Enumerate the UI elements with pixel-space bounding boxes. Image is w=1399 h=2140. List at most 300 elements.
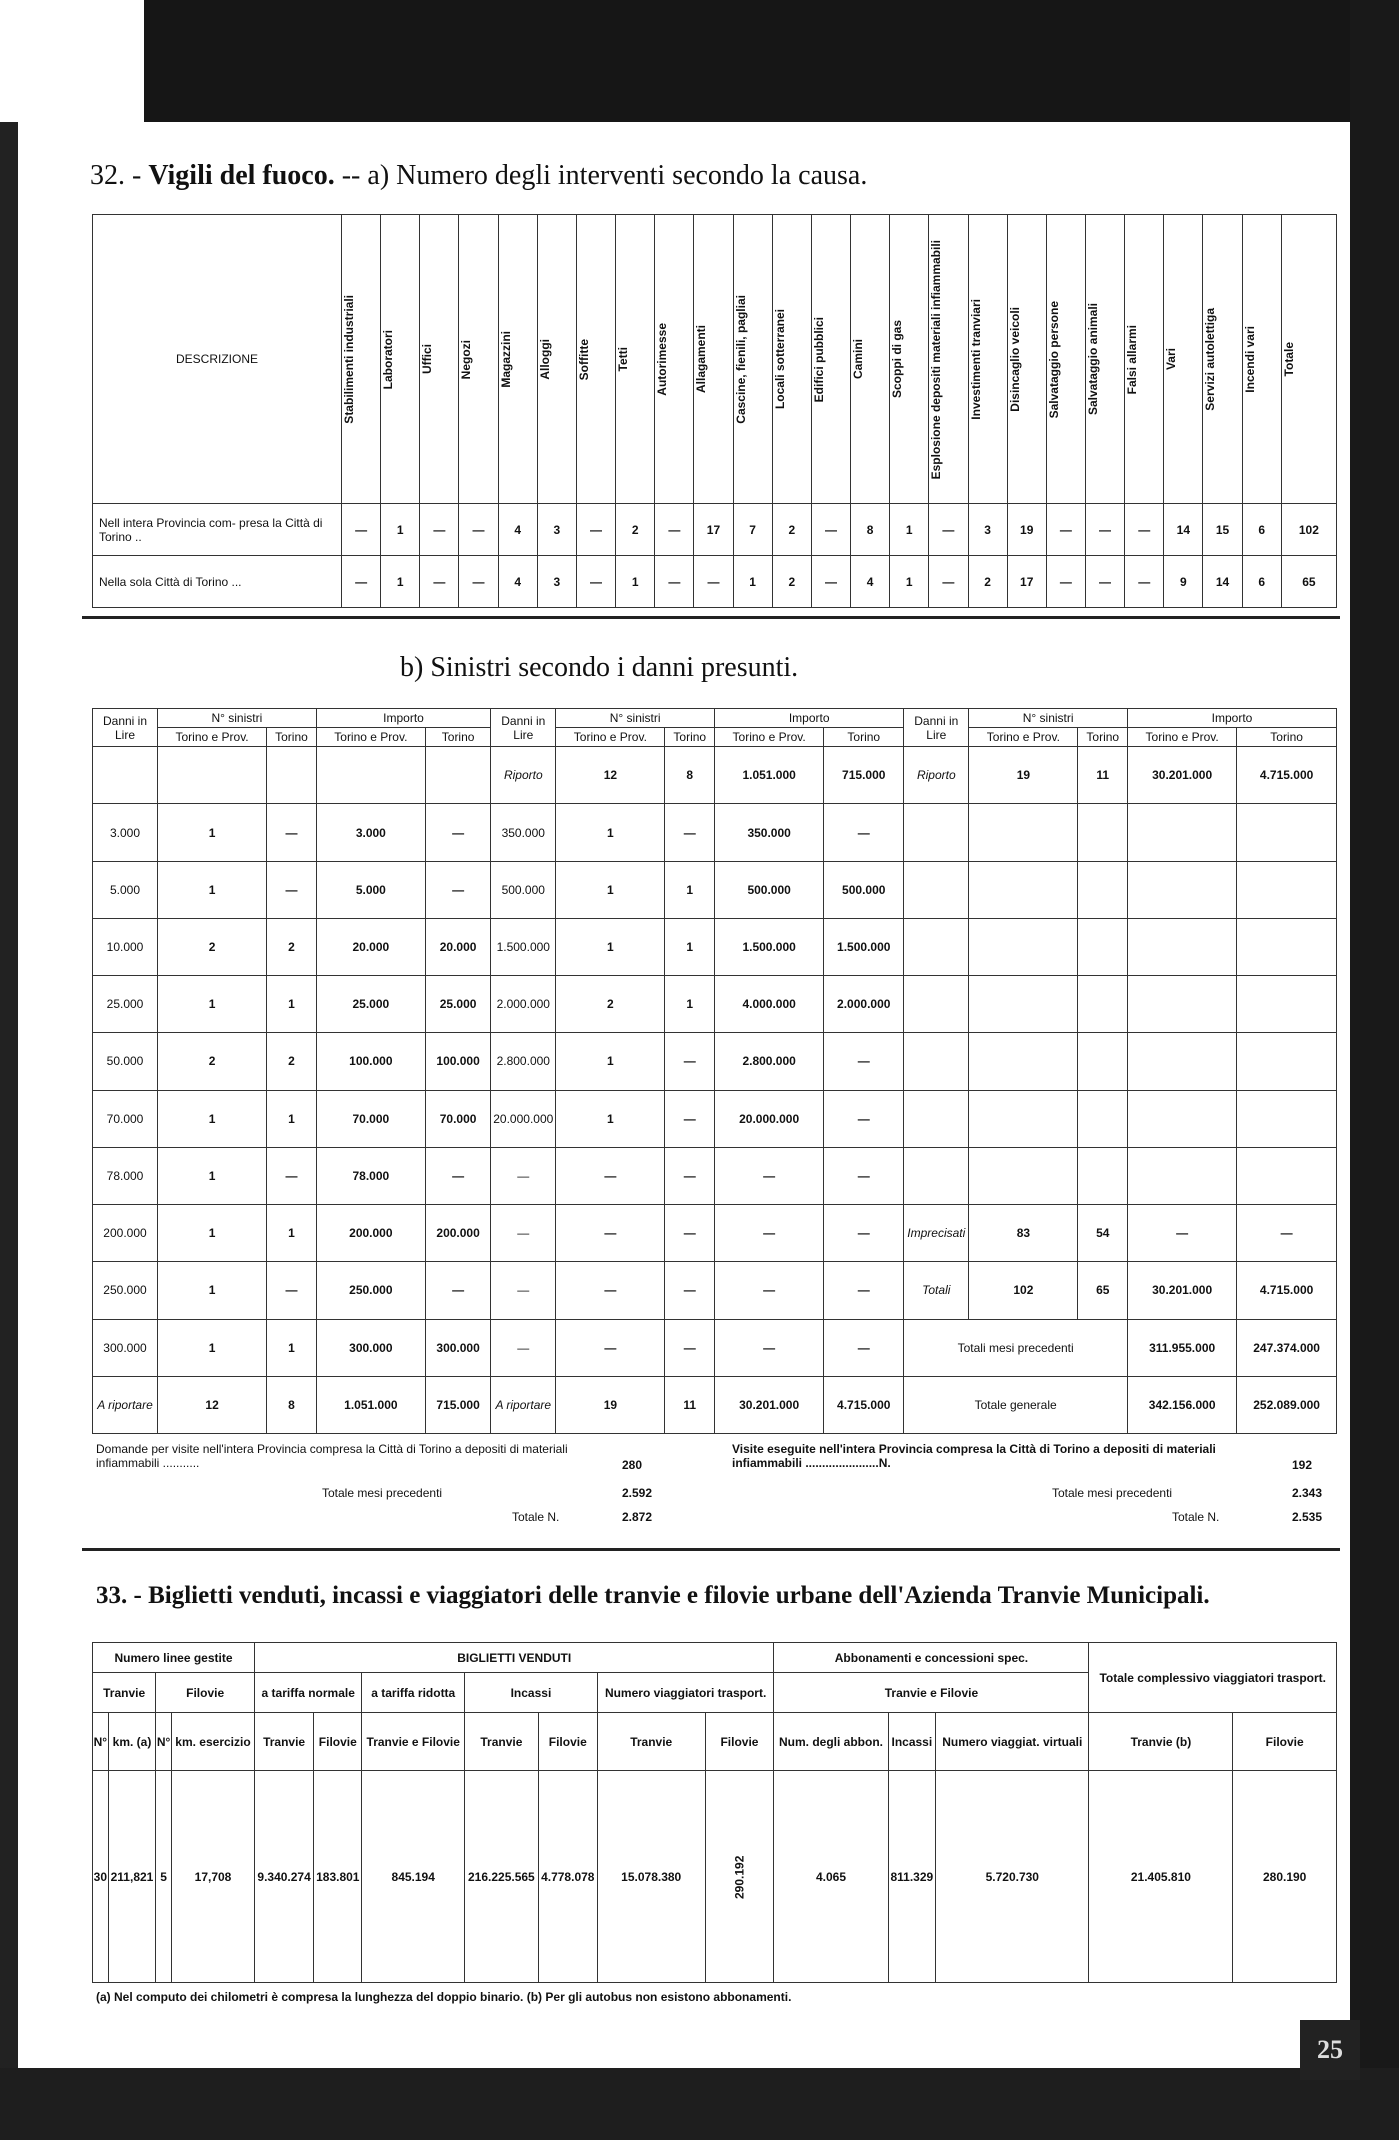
mid-cell: 2.800.000 [715, 1033, 824, 1090]
mid-cell: 1 [665, 861, 715, 918]
col-cause [1007, 215, 1046, 504]
mid-cell: 19 [556, 1376, 665, 1433]
col-cause [616, 215, 655, 504]
table-row [93, 976, 1337, 1033]
col-cause [772, 215, 811, 504]
cause-count: — [459, 504, 498, 556]
tram-value: 4.065 [774, 1771, 888, 1983]
mid-cell: — [491, 1147, 556, 1204]
table-row [93, 1262, 1337, 1319]
right-cell: 11 [1078, 747, 1128, 804]
cause-label: Falsi allarmi [1125, 324, 1140, 394]
empty-cell [316, 747, 425, 804]
cause-count: — [811, 504, 850, 556]
tram-value: 211,821 [108, 1771, 156, 1983]
cause-count: — [655, 504, 694, 556]
mid-cell: — [665, 1147, 715, 1204]
left-cell: 70.000 [425, 1090, 490, 1147]
left-cell: 100.000 [316, 1033, 425, 1090]
mid-cell: — [665, 804, 715, 861]
left-cell: 250.000 [316, 1262, 425, 1319]
cause-count: 4 [498, 504, 537, 556]
empty-cell [969, 861, 1078, 918]
hdr-tp: Torino e Prov. [969, 728, 1078, 747]
cause-label: Stabilimenti industriali [342, 294, 356, 424]
domande-text: Domande per visite nell'intera Provincia compresa la Città di Torino a depositi di materiali infiammabili ........... [96, 1442, 568, 1470]
table-row [93, 1205, 1337, 1262]
scan-border-left [0, 122, 18, 2140]
h-filovie: Filovie [156, 1673, 255, 1713]
cause-count: 3 [537, 504, 576, 556]
mid-cell: — [824, 1205, 904, 1262]
divider [82, 616, 1340, 619]
cause-label: Negozi [459, 339, 474, 379]
left-cell: 8 [267, 1376, 317, 1433]
empty-cell [1078, 804, 1128, 861]
mid-cell: — [491, 1319, 556, 1376]
left-cell: — [267, 1147, 317, 1204]
left-cell: 25.000 [93, 976, 158, 1033]
empty-cell [1237, 1090, 1337, 1147]
right-cell: — [1237, 1205, 1337, 1262]
mid-cell: 500.000 [824, 861, 904, 918]
mid-cell: A riportare [491, 1376, 556, 1433]
cause-count: — [420, 504, 459, 556]
left-cell: 715.000 [425, 1376, 490, 1433]
hdr-imp-2: Importo [715, 709, 904, 728]
col-cause [1164, 215, 1203, 504]
empty-cell [158, 747, 267, 804]
cause-count: 6 [1242, 504, 1281, 556]
col-cause [1125, 215, 1164, 504]
tram-value: 30 [93, 1771, 109, 1983]
right-cell: 19 [969, 747, 1078, 804]
cause-label: Allagamenti [694, 325, 709, 394]
table-row [93, 918, 1337, 975]
cause-count: — [1085, 504, 1124, 556]
page-number: 25 [1300, 2020, 1360, 2080]
col-cause [420, 215, 459, 504]
mid-cell: 1 [556, 1090, 665, 1147]
empty-cell [1128, 861, 1237, 918]
empty-cell [1128, 804, 1237, 861]
col-cause [1203, 215, 1242, 504]
visite-v3: 2.535 [1292, 1510, 1323, 1524]
left-cell: 2 [158, 1033, 267, 1090]
left-cell: 300.000 [316, 1319, 425, 1376]
left-cell: 70.000 [93, 1090, 158, 1147]
h-tranvie-filovie: Tranvie e Filovie [774, 1673, 1089, 1713]
empty-cell [969, 1147, 1078, 1204]
h-numero-viagg: Numero viaggiatori trasport. [597, 1673, 774, 1713]
mid-cell: 4.000.000 [715, 976, 824, 1033]
h-num-viagg-virt: Numero viaggiat. virtuali [936, 1713, 1089, 1771]
hdr-nsin-1: N° sinistri [158, 709, 317, 728]
right-cell: 30.201.000 [1128, 1262, 1237, 1319]
left-cell: 1 [158, 1319, 267, 1376]
mid-cell: — [824, 1147, 904, 1204]
mid-cell: 20.000.000 [491, 1090, 556, 1147]
right-cell: 342.156.000 [1128, 1376, 1237, 1433]
mid-cell: — [824, 1090, 904, 1147]
empty-cell [969, 1033, 1078, 1090]
mid-cell: — [491, 1262, 556, 1319]
h-tranvie: Tranvie [93, 1673, 156, 1713]
right-cell: 102 [969, 1262, 1078, 1319]
left-cell: 1 [267, 1319, 317, 1376]
row-label: Nella sola Città di Torino ... [93, 556, 342, 608]
hdr-t: Torino [665, 728, 715, 747]
h-tranvie-b: Tranvie (b) [1089, 1713, 1233, 1771]
empty-cell [1128, 1033, 1237, 1090]
cause-count: 1 [890, 556, 929, 608]
cause-label: Servizi autolettiga [1203, 307, 1218, 411]
left-cell: 20.000 [425, 918, 490, 975]
left-cell: 250.000 [93, 1262, 158, 1319]
cause-label: Vari [1164, 348, 1179, 371]
cause-count: — [1125, 504, 1164, 556]
left-cell: 25.000 [316, 976, 425, 1033]
table-row [93, 747, 1337, 804]
h-filovie2: Filovie [1233, 1713, 1337, 1771]
cause-label: Cascine, fienili, pagliai [733, 294, 748, 424]
empty-cell [1237, 918, 1337, 975]
empty-cell [1078, 861, 1128, 918]
empty-cell [904, 918, 969, 975]
cause-count: 2 [772, 504, 811, 556]
left-cell: 5.000 [316, 861, 425, 918]
h-tariffa-ridotta: a tariffa ridotta [362, 1673, 465, 1713]
mid-cell: 350.000 [491, 804, 556, 861]
table-row [93, 861, 1337, 918]
h-filovie-c2: Filovie [538, 1713, 597, 1771]
cause-count: 1 [381, 504, 420, 556]
visite-text: Visite eseguite nell'intera Provincia compresa la Città di Torino a depositi di materiali infiammabili ......................N. [732, 1442, 1216, 1470]
table-row [93, 1033, 1337, 1090]
mid-cell: 1.500.000 [824, 918, 904, 975]
col-cause [1085, 215, 1124, 504]
left-cell: 2 [158, 918, 267, 975]
left-cell: 20.000 [316, 918, 425, 975]
left-cell: 1 [158, 861, 267, 918]
cause-count: 14 [1164, 504, 1203, 556]
col-cause [1281, 215, 1336, 504]
cause-label: Tetti [616, 346, 631, 372]
hdr-t: Torino [1237, 728, 1337, 747]
left-cell: 1 [267, 1090, 317, 1147]
cause-label: Investimenti tranviari [968, 298, 983, 420]
left-cell: 10.000 [93, 918, 158, 975]
cause-count: 8 [851, 504, 890, 556]
mid-cell: 2.000.000 [824, 976, 904, 1033]
left-cell: — [425, 1262, 490, 1319]
cause-count: 4 [498, 556, 537, 608]
col-cause [498, 215, 537, 504]
hdr-t: Torino [267, 728, 317, 747]
tram-value: 183.801 [314, 1771, 362, 1983]
h-abbonamenti: Abbonamenti e concessioni spec. [774, 1643, 1089, 1673]
hdr-tp: Torino e Prov. [1128, 728, 1237, 747]
empty-cell [969, 976, 1078, 1033]
tram-value: 5 [156, 1771, 172, 1983]
cause-count: 1 [616, 556, 655, 608]
scan-border-right [1350, 0, 1399, 2140]
divider [82, 1548, 1340, 1551]
tram-value: 5.720.730 [936, 1771, 1089, 1983]
empty-cell [1078, 976, 1128, 1033]
mid-cell: 30.201.000 [715, 1376, 824, 1433]
tram-header-3 [93, 1713, 1337, 1771]
h-incassi2: Incassi [888, 1713, 936, 1771]
hdr-imp-3: Importo [1128, 709, 1337, 728]
empty-cell [1237, 1033, 1337, 1090]
right-cell: 83 [969, 1205, 1078, 1262]
cause-count: — [342, 504, 381, 556]
col-cause [929, 215, 968, 504]
cause-count: — [576, 504, 615, 556]
mid-cell: — [715, 1147, 824, 1204]
cause-count: 15 [1203, 504, 1242, 556]
left-cell: 78.000 [316, 1147, 425, 1204]
col-descrizione: DESCRIZIONE [93, 215, 342, 504]
tram-header-1 [93, 1643, 1337, 1673]
empty-cell [1078, 1033, 1128, 1090]
causes-table [92, 214, 1337, 608]
right-cell: Imprecisati [904, 1205, 969, 1262]
col-cause [694, 215, 733, 504]
section-32b-title: b) Sinistri secondo i danni presunti. [400, 652, 799, 683]
hdr-t: Torino [1078, 728, 1128, 747]
empty-cell [904, 1033, 969, 1090]
cause-count: — [1046, 504, 1085, 556]
right-cell: 30.201.000 [1128, 747, 1237, 804]
mid-cell: — [665, 1319, 715, 1376]
left-cell: 1 [158, 1205, 267, 1262]
cause-count: — [1085, 556, 1124, 608]
h-tariffa-normale: a tariffa normale [255, 1673, 362, 1713]
h-incassi: Incassi [465, 1673, 598, 1713]
left-cell: 50.000 [93, 1033, 158, 1090]
cause-label: Laboratori [381, 329, 396, 389]
hdr-tp: Torino e Prov. [316, 728, 425, 747]
scan-border-bottom [0, 2068, 1399, 2140]
left-cell: A riportare [93, 1376, 158, 1433]
domande-v2: 2.592 [622, 1486, 653, 1500]
cause-count: 102 [1281, 504, 1336, 556]
mid-cell: — [715, 1205, 824, 1262]
hdr-tp: Torino e Prov. [158, 728, 267, 747]
mid-cell: — [665, 1033, 715, 1090]
left-cell: 3.000 [316, 804, 425, 861]
damages-header-1 [93, 709, 1337, 728]
left-cell: 1 [158, 976, 267, 1033]
empty-cell [1078, 1090, 1128, 1147]
mid-cell: 715.000 [824, 747, 904, 804]
cause-label: Autorimesse [655, 322, 670, 396]
left-cell: 1 [158, 1262, 267, 1319]
mid-cell: 1 [556, 861, 665, 918]
visite-v1: 192 [1292, 1458, 1313, 1472]
title-number: 32. [90, 160, 125, 191]
col-cause [576, 215, 615, 504]
right-cell: 54 [1078, 1205, 1128, 1262]
left-cell: 1 [267, 1205, 317, 1262]
left-cell: 1 [158, 1090, 267, 1147]
col-cause [1046, 215, 1085, 504]
domande-prec-label: Totale mesi precedenti [322, 1486, 443, 1500]
mid-cell: 2.000.000 [491, 976, 556, 1033]
empty-cell [1237, 861, 1337, 918]
mid-cell: — [665, 1205, 715, 1262]
mid-cell: 2.800.000 [491, 1033, 556, 1090]
table-row [93, 1147, 1337, 1204]
cause-count: — [929, 504, 968, 556]
mid-cell: — [824, 1033, 904, 1090]
right-cell: 65 [1078, 1262, 1128, 1319]
left-cell: — [267, 804, 317, 861]
right-cell: — [1128, 1205, 1237, 1262]
empty-cell [904, 1090, 969, 1147]
left-cell: 300.000 [425, 1319, 490, 1376]
tram-value: 15.078.380 [597, 1771, 705, 1983]
title-rest: a) Numero degli interventi secondo la causa. [367, 160, 868, 191]
empty-cell [1237, 1147, 1337, 1204]
tram-table [92, 1642, 1337, 1983]
right-cell: Totali [904, 1262, 969, 1319]
cause-count: 2 [616, 504, 655, 556]
right-cell: Riporto [904, 747, 969, 804]
cause-label: Alloggi [537, 338, 552, 380]
col-cause [733, 215, 772, 504]
right-cell: 252.089.000 [1237, 1376, 1337, 1433]
tram-value: 9.340.274 [255, 1771, 314, 1983]
table-row [93, 1376, 1337, 1433]
domande-v1: 280 [622, 1458, 643, 1472]
scan-border-top [144, 0, 1399, 122]
cause-count: 4 [851, 556, 890, 608]
mid-cell: — [715, 1319, 824, 1376]
hdr-nsin-3: N° sinistri [969, 709, 1128, 728]
mid-cell: — [491, 1205, 556, 1262]
cause-label: Totale [1281, 341, 1296, 377]
tram-value: 290.192 [705, 1771, 774, 1983]
left-cell: — [425, 1147, 490, 1204]
cause-label: Uffici [420, 344, 435, 375]
left-cell: 12 [158, 1376, 267, 1433]
cause-count: 1 [381, 556, 420, 608]
h-n2: N° [156, 1713, 172, 1771]
cause-label: Camini [851, 339, 866, 380]
h-numero-linee: Numero linee gestite [93, 1643, 255, 1673]
mid-cell: 11 [665, 1376, 715, 1433]
cause-label: Scoppi di gas [890, 320, 905, 399]
cause-count: 6 [1242, 556, 1281, 608]
domande-v3: 2.872 [622, 1510, 653, 1524]
h-km-es: km. esercizio [171, 1713, 254, 1771]
cause-count: 19 [1007, 504, 1046, 556]
left-cell: — [425, 804, 490, 861]
tram-value: 216.225.565 [465, 1771, 539, 1983]
empty-cell [267, 747, 317, 804]
cause-count: 17 [694, 504, 733, 556]
tram-value: 17,708 [171, 1771, 254, 1983]
damages-table [92, 708, 1337, 1434]
h-filovie-c: Filovie [314, 1713, 362, 1771]
left-cell: 70.000 [316, 1090, 425, 1147]
cause-count: 1 [733, 556, 772, 608]
col-cause [890, 215, 929, 504]
hdr-danni-2: Danni in Lire [491, 709, 556, 747]
col-cause [851, 215, 890, 504]
row-label: Nell intera Provincia com- presa la Città di Torino .. [93, 504, 342, 556]
left-cell: 2 [267, 1033, 317, 1090]
hdr-nsin-2: N° sinistri [556, 709, 715, 728]
hdr-danni-1: Danni in Lire [93, 709, 158, 747]
mid-cell: — [556, 1262, 665, 1319]
causes-row-citta [93, 556, 1337, 608]
mid-cell: — [665, 1262, 715, 1319]
tram-value: 4.778.078 [538, 1771, 597, 1983]
cause-count: — [655, 556, 694, 608]
tram-values-row [93, 1771, 1337, 1983]
cause-count: — [420, 556, 459, 608]
cause-count: 3 [537, 556, 576, 608]
col-cause [655, 215, 694, 504]
right-cell: 4.715.000 [1237, 1262, 1337, 1319]
empty-cell [1128, 1090, 1237, 1147]
hdr-t: Torino [425, 728, 490, 747]
cause-label: Salvataggio persone [1046, 300, 1061, 418]
tram-value: 845.194 [362, 1771, 465, 1983]
mid-cell: — [715, 1262, 824, 1319]
h-totale-comp: Totale complessivo viaggiatori trasport. [1089, 1643, 1337, 1713]
cause-count: 7 [733, 504, 772, 556]
hdr-imp-1: Importo [316, 709, 491, 728]
mid-cell: 12 [556, 747, 665, 804]
h-num-abbon: Num. degli abbon. [774, 1713, 888, 1771]
mid-cell: — [824, 804, 904, 861]
title-bold: Vigili del fuoco. [148, 160, 335, 191]
domande-tot-label: Totale N. [512, 1510, 560, 1524]
cause-count: 65 [1281, 556, 1336, 608]
col-cause [1242, 215, 1281, 504]
cause-count: 1 [890, 504, 929, 556]
empty-cell [969, 918, 1078, 975]
visite-tot-label: Totale N. [1172, 1510, 1220, 1524]
mid-cell: 1 [556, 918, 665, 975]
empty-cell [425, 747, 490, 804]
cause-count: 3 [968, 504, 1007, 556]
cause-count: — [811, 556, 850, 608]
cause-count: 9 [1164, 556, 1203, 608]
visite-prec-label: Totale mesi precedenti [1052, 1486, 1173, 1500]
mid-cell: — [556, 1319, 665, 1376]
left-cell: 2 [267, 918, 317, 975]
mid-cell: 1.500.000 [715, 918, 824, 975]
mid-cell: — [824, 1319, 904, 1376]
mid-cell: 1.051.000 [715, 747, 824, 804]
empty-cell [904, 1147, 969, 1204]
left-cell: 1 [158, 804, 267, 861]
causes-header-row [93, 215, 1337, 504]
h-filovie-c3: Filovie [705, 1713, 774, 1771]
hdr-tp: Torino e Prov. [556, 728, 665, 747]
table-row [93, 1319, 1337, 1376]
col-cause [811, 215, 850, 504]
cause-label: Disincaglio veicoli [1007, 306, 1022, 412]
h-km: km. (a) [108, 1713, 156, 1771]
empty-cell [1128, 1147, 1237, 1204]
